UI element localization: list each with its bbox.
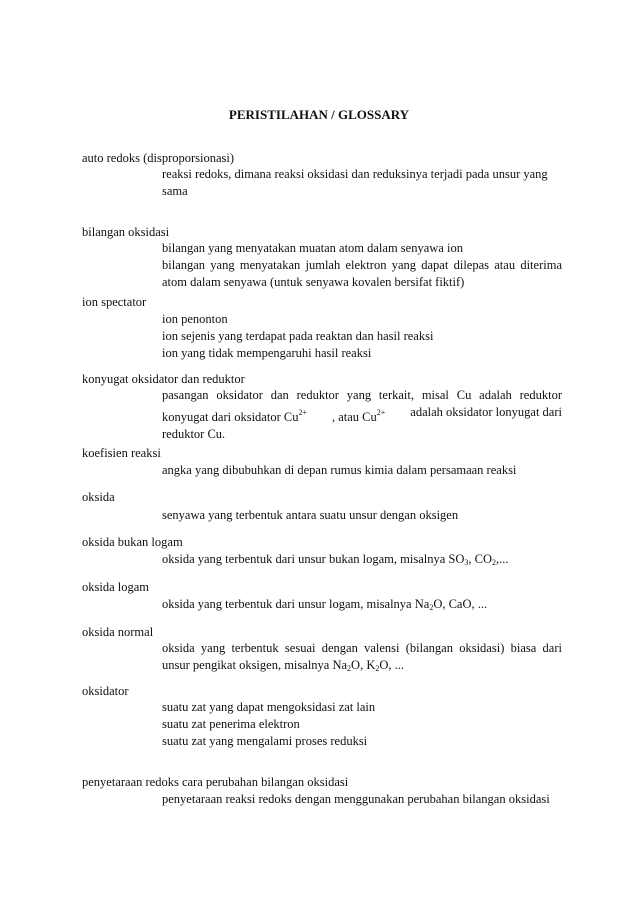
- term-oksida-logam: oksida logam: [82, 580, 150, 594]
- definition-fragment: [162, 404, 307, 426]
- definition-line: penyetaraan reaksi redoks dengan menggunakan perubahan bilangan oksidasi: [162, 792, 550, 806]
- subscript: 2: [492, 558, 496, 567]
- subscript: 2: [375, 664, 380, 673]
- definition-line: [162, 404, 562, 426]
- superscript: 2+: [376, 408, 386, 417]
- term-koefisien-reaksi: koefisien reaksi: [82, 446, 161, 460]
- definition-line: sama: [162, 184, 188, 198]
- term-konyugat: konyugat oksidator dan reduktor: [82, 372, 245, 386]
- definition-line: ion sejenis yang terdapat pada reaktan dan hasil reaksi: [162, 329, 434, 343]
- text-fragment: oksida yang terbentuk dari unsur bukan logam, misalnya SO: [162, 552, 465, 566]
- definition-oksida: [162, 507, 562, 524]
- definition-bilangan-oksidasi: [162, 240, 562, 291]
- definition-penyetaraan-redoks: [162, 791, 562, 808]
- superscript: 2+: [298, 408, 307, 417]
- definition-oksida-logam: [162, 596, 562, 616]
- text-fragment: O, CaO, ...: [433, 597, 488, 611]
- definition-line: ion yang tidak mempengaruhi hasil reaksi: [162, 346, 372, 360]
- subscript: 2: [347, 664, 352, 673]
- definition-line: atom dalam senyawa (untuk senyawa kovalen bersifat fiktif): [162, 275, 465, 289]
- definition-oksidator: [162, 699, 562, 750]
- definition-fragment: [332, 404, 385, 426]
- definition-line: angka yang dibubuhkan di depan rumus kimia dalam persamaan reaksi: [162, 463, 517, 477]
- definition-line: [162, 551, 562, 571]
- subscript: 3: [464, 558, 469, 567]
- definition-konyugat: [162, 387, 562, 443]
- definition-line: senyawa yang terbentuk antara suatu unsur dengan oksigen: [162, 508, 459, 522]
- text-fragment: konyugat dari oksidator Cu: [162, 410, 299, 424]
- term-oksida: oksida: [82, 490, 115, 504]
- definition-ion-spectator: [162, 311, 562, 362]
- term-penyetaraan-redoks: penyetaraan redoks cara perubahan bilangan oksidasi: [82, 775, 349, 789]
- text-fragment: O, K: [351, 658, 376, 672]
- definition-line: pasangan oksidator dan reduktor yang terkait, misal Cu adalah reduktor: [162, 388, 562, 402]
- text-fragment: , atau Cu: [331, 410, 377, 424]
- definition-line: oksida yang terbentuk sesuai dengan valensi (bilangan oksidasi) biasa dari: [162, 641, 562, 655]
- definition-line: suatu zat penerima elektron: [162, 717, 300, 731]
- text-fragment: , CO: [468, 552, 492, 566]
- definition-koefisien-reaksi: [162, 462, 562, 479]
- definition-line: ion penonton: [162, 312, 228, 326]
- text-fragment: oksida yang terbentuk dari unsur logam, misalnya Na: [162, 597, 430, 611]
- text-fragment: O, ...: [379, 658, 405, 672]
- term-ion-spectator: ion spectator: [82, 295, 147, 309]
- term-oksida-normal: oksida normal: [82, 625, 154, 639]
- text-fragment: unsur pengikat oksigen, misalnya Na: [162, 658, 348, 672]
- text-fragment: ,...: [496, 552, 509, 566]
- term-bilangan-oksidasi: bilangan oksidasi: [82, 225, 170, 239]
- definition-line: suatu zat yang mengalami proses reduksi: [162, 734, 368, 748]
- definition-line: [162, 596, 562, 616]
- definition-line: [162, 657, 562, 677]
- definition-line: bilangan yang menyatakan muatan atom dalam senyawa ion: [162, 241, 463, 255]
- page-title: PERISTILAHAN / GLOSSARY: [228, 107, 410, 122]
- term-auto-redoks: auto redoks (disproporsionasi): [82, 151, 235, 165]
- definition-line: reduktor Cu.: [162, 427, 226, 441]
- definition-line: suatu zat yang dapat mengoksidasi zat lain: [162, 700, 376, 714]
- subscript: 2: [429, 603, 434, 612]
- definition-oksida-bukan-logam: [162, 551, 562, 571]
- text-fragment: adalah oksidator lonyugat dari: [410, 405, 562, 419]
- term-oksidator: oksidator: [82, 684, 129, 698]
- term-oksida-bukan-logam: oksida bukan logam: [82, 535, 183, 549]
- definition-oksida-normal: [162, 640, 562, 677]
- definition-auto-redoks: [162, 166, 562, 200]
- definition-line: reaksi redoks, dimana reaksi oksidasi dan reduksinya terjadi pada unsur yang: [162, 167, 548, 181]
- definition-line: bilangan yang menyatakan jumlah elektron yang dapat dilepas atau diterima: [162, 258, 562, 272]
